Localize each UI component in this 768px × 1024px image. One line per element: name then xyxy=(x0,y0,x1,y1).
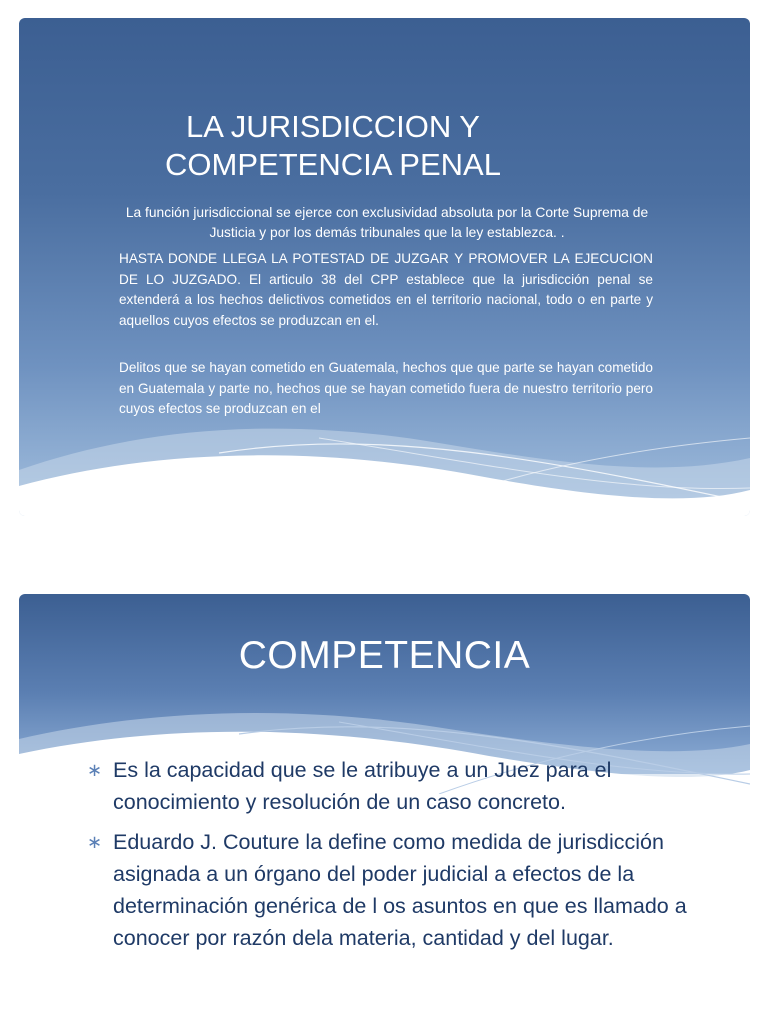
slide-competencia xyxy=(19,594,750,1012)
slide1-wave-decoration xyxy=(19,398,750,516)
slide1-title xyxy=(19,108,647,184)
asterisk-bullet-icon: ∗ xyxy=(87,832,103,852)
bullet-text: Eduardo J. Couture la define como medida de jurisdicción asignada a un órgano del poder judicial a efectos de la determinación genérica de l os asuntos en que es llamado a conocer por razón dela materia, cantidad y del lugar. xyxy=(113,830,687,950)
slide1-paragraph-1: HASTA DONDE LLEGA LA POTESTAD DE JUZGAR Y PROMOVER LA EJECUCION DE LO JUZGADO. El articulo 38 del CPP establece que la jurisdicción penal se extenderá a los hechos delictivos cometidos en el territorio nacional, todo o en parte y aquellos cuyos efectos se produzcan en el. xyxy=(119,251,653,328)
slide1-title-line2: COMPETENCIA PENAL xyxy=(165,147,501,182)
slide2-title: COMPETENCIA xyxy=(238,634,531,677)
slide-jurisdiccion xyxy=(19,18,750,516)
asterisk-bullet-icon: ∗ xyxy=(87,760,103,780)
slide1-title-line1: LA JURISDICCION Y xyxy=(185,109,480,144)
slide1-lead-text: La función jurisdiccional se ejerce con exclusividad absoluta por la Corte Suprema de Justicia y por los demás tribunales que la ley establezca. . xyxy=(125,205,649,240)
bullet-text: Es la capacidad que se le atribuye a un Juez para el conocimiento y resolución de un caso concreto. xyxy=(113,758,612,814)
bullet-item xyxy=(87,754,702,818)
competencia-bullet-list xyxy=(87,754,702,962)
bullet-item xyxy=(87,826,702,954)
slide1-paragraph-2: Delitos que se hayan cometido en Guatemala, hechos que que parte se hayan cometido en Guatemala y parte no, hechos que se hayan cometido fuera de nuestro territorio pero cuyos efectos se produzcan en el xyxy=(119,360,653,417)
